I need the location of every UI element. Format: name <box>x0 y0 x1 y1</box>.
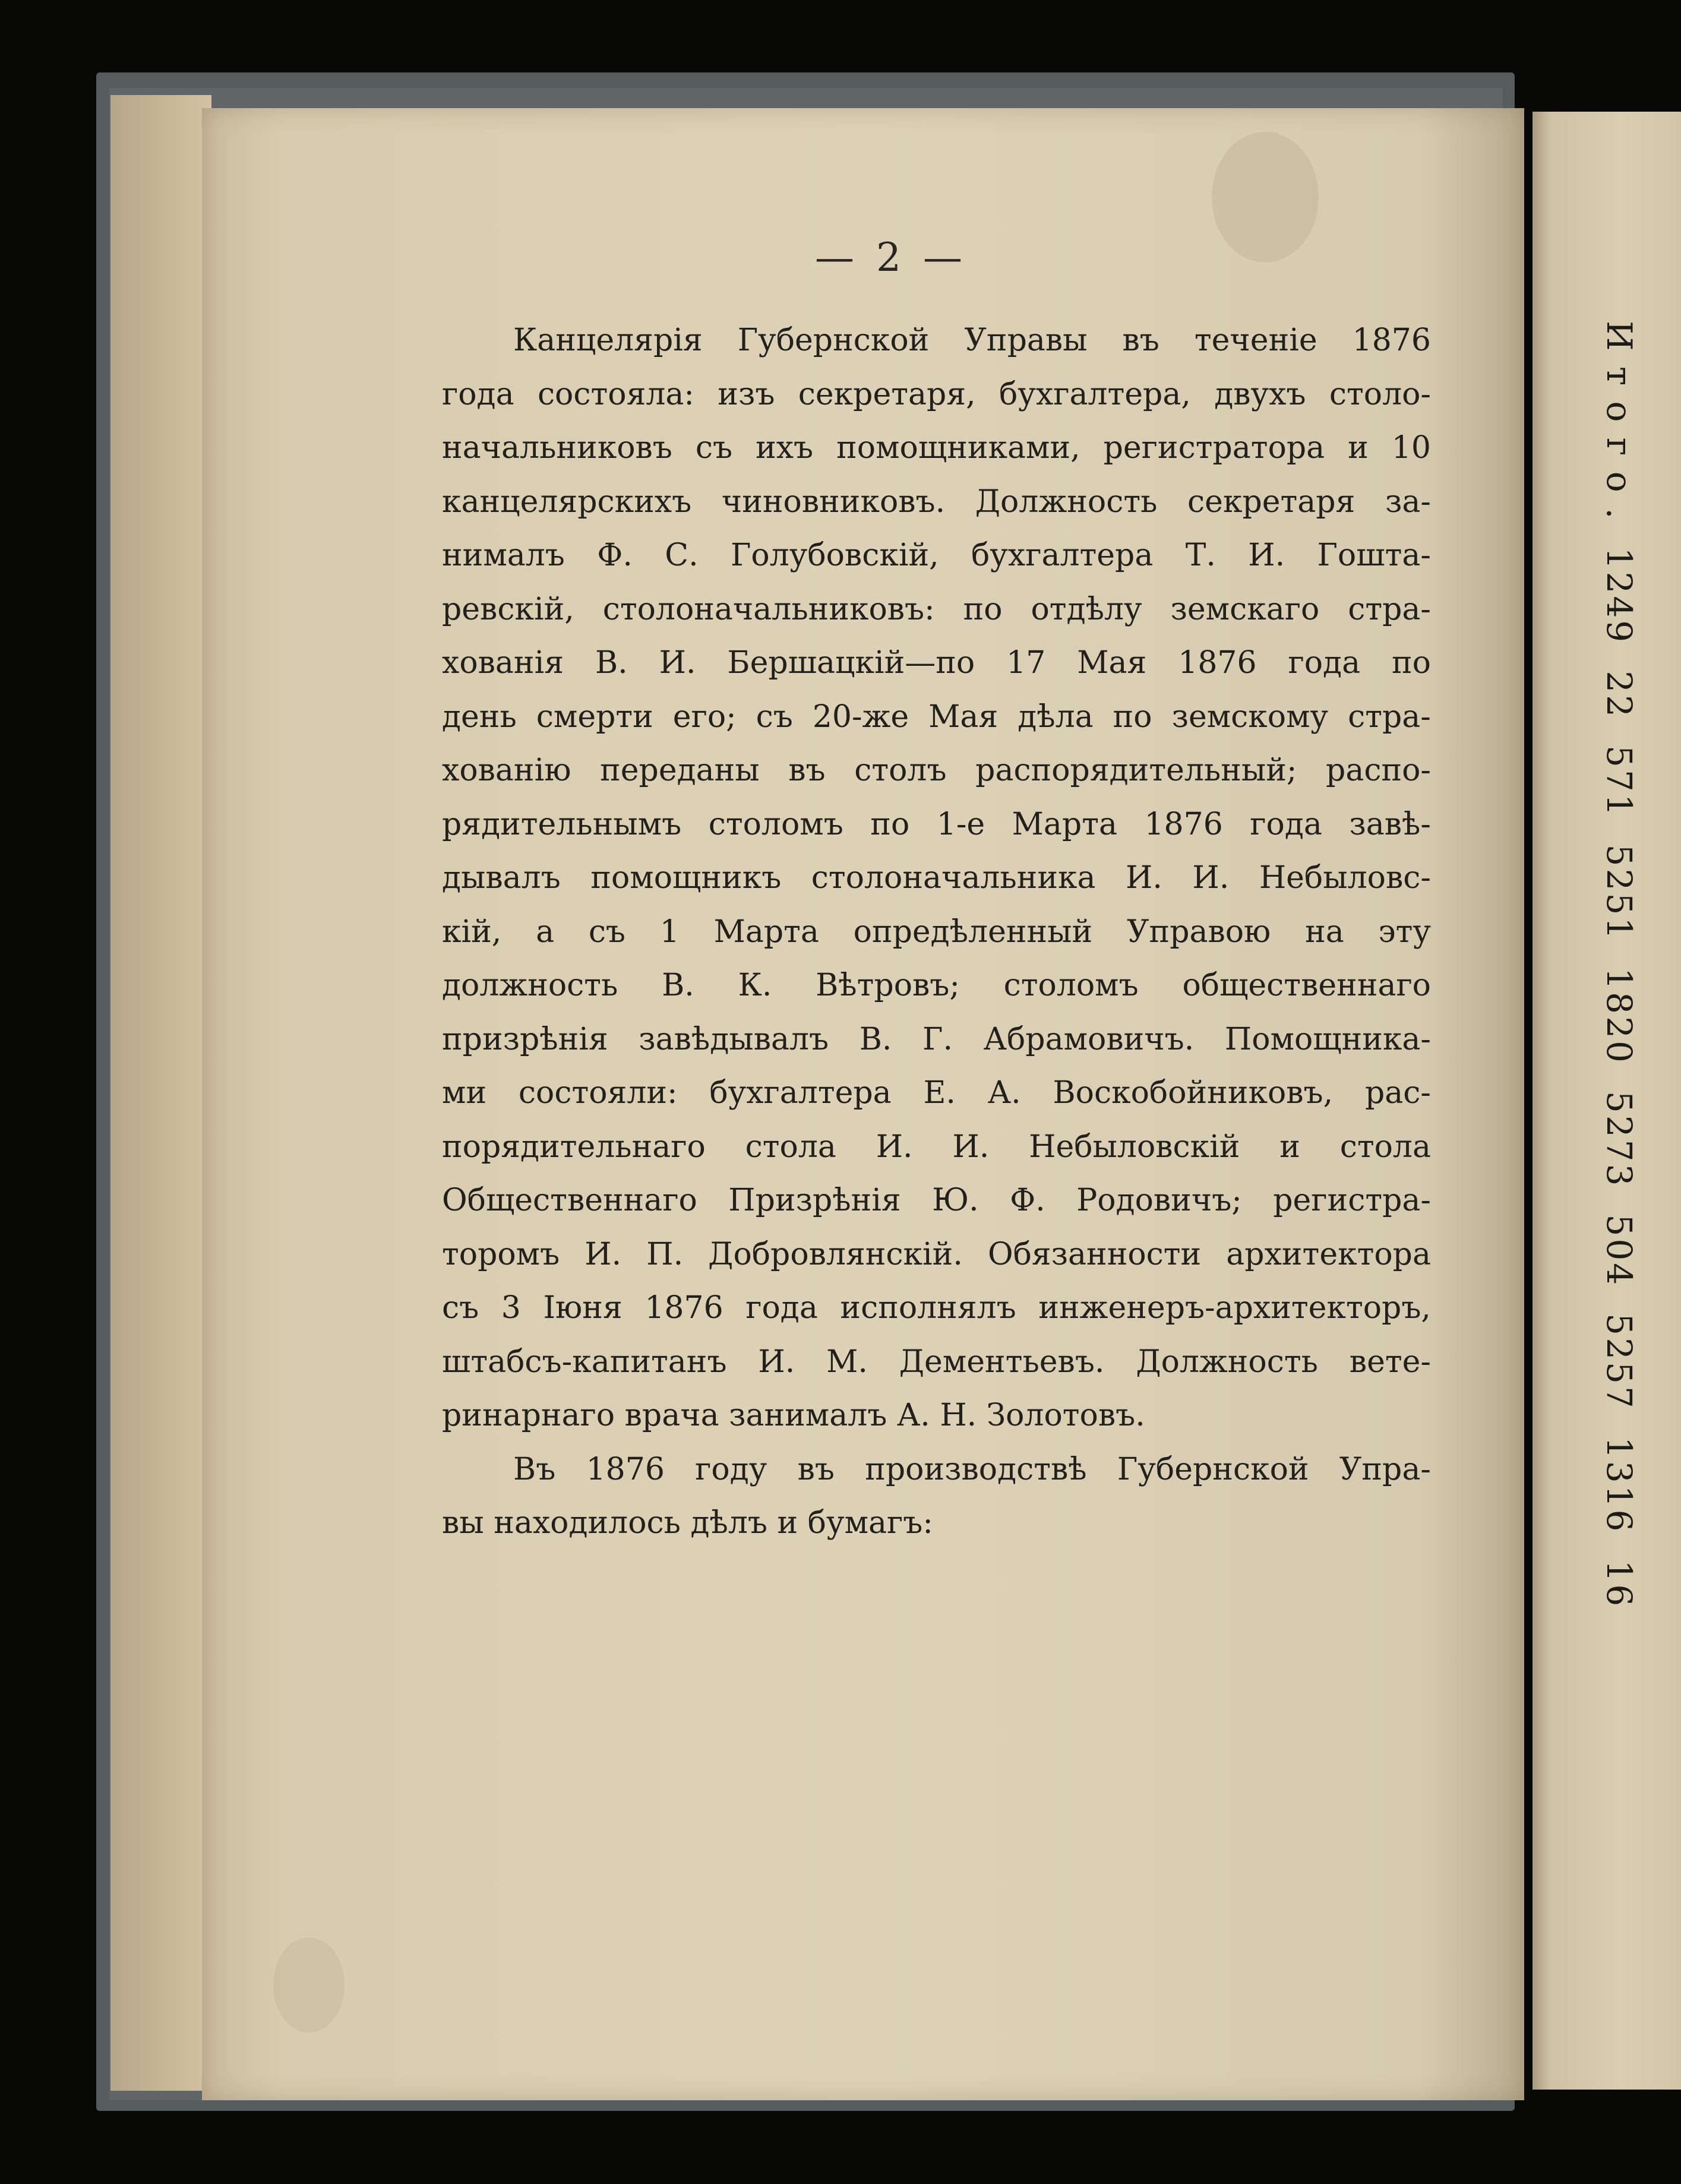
text-line: года состояла: изъ секретаря, бухгалтера, двухъ столо- <box>442 376 1431 412</box>
text-line: день смерти его; съ 20-же Мая дѣла по земскому стра- <box>442 698 1431 735</box>
text-line: канцелярскихъ чиновниковъ. Должность секретаря за- <box>442 483 1431 520</box>
adjacent-page-value: 1820 <box>1599 968 1639 1065</box>
text-line: вы находилось дѣлъ и бумагъ: <box>442 1505 933 1541</box>
text-line: рядительнымъ столомъ по 1-е Марта 1876 года завѣ- <box>442 806 1431 842</box>
adjacent-page-value: И т о г о . <box>1599 321 1639 521</box>
page-edge <box>110 95 211 2091</box>
text-line: кій, а съ 1 Марта опредѣленный Управою на эту <box>442 914 1431 950</box>
text-line: штабсъ-капитанъ И. М. Дементьевъ. Должность вете- <box>442 1344 1431 1380</box>
text-line: Канцелярія Губернской Управы въ теченіе 1876 <box>513 323 1431 358</box>
adjacent-page-value: 5273 <box>1599 1091 1639 1189</box>
text-line: хованія В. И. Бершацкій—по 17 Мая 1876 года по <box>442 645 1431 681</box>
adjacent-page-value: 504 <box>1599 1214 1639 1288</box>
text-line: должность В. К. Вѣтровъ; столомъ общественнаго <box>442 968 1431 1003</box>
text-line: ринарнаго врача занималъ А. Н. Золотовъ. <box>442 1398 1145 1433</box>
text-line: ревскій, столоначальниковъ: по отдѣлу земскаго стра- <box>442 591 1431 627</box>
adjacent-page-value: 571 <box>1599 745 1639 818</box>
body-text <box>442 314 1431 1550</box>
text-line: Общественнаго Призрѣнія Ю. Ф. Родовичъ; регистра- <box>442 1183 1431 1218</box>
text-line: хованію переданы въ столъ распорядительный; распо- <box>442 753 1431 788</box>
foxing-spot <box>1212 132 1319 263</box>
adjacent-page-value: 16 <box>1599 1560 1639 1609</box>
page-number: — 2 — <box>815 235 967 280</box>
adjacent-page-value: 1316 <box>1599 1436 1639 1534</box>
text-line: дывалъ помощникъ столоначальника И. И. Небыловс- <box>442 860 1431 896</box>
text-line: нималъ Ф. С. Голубовскій, бухгалтера Т. И. Гоштa- <box>442 538 1431 573</box>
adjacent-page-value: 5257 <box>1599 1313 1639 1411</box>
text-line: порядительнаго стола И. И. Небыловскій и стола <box>442 1129 1431 1165</box>
adjacent-page-column <box>1599 321 1639 1635</box>
foxing-spot <box>273 1938 345 2033</box>
text-line: ми состояли: бухгалтера Е. А. Воскобойниковъ, рас- <box>442 1075 1431 1111</box>
text-line: Въ 1876 году въ производствѣ Губернской Упра- <box>513 1451 1431 1487</box>
adjacent-page-value: 1249 <box>1599 547 1639 645</box>
text-line: съ 3 Іюня 1876 года исполнялъ инженеръ-архитекторъ, <box>442 1290 1431 1326</box>
text-line: начальниковъ съ ихъ помощниками, регистратора и 10 <box>442 430 1431 466</box>
text-line: торомъ И. П. Добровлянскій. Обязанности архитектора <box>442 1236 1431 1272</box>
adjacent-page-value: 5251 <box>1599 844 1639 942</box>
adjacent-page-value: 22 <box>1599 671 1639 719</box>
text-line: призрѣнія завѣдывалъ В. Г. Абрамовичъ. Помощника- <box>442 1021 1431 1057</box>
